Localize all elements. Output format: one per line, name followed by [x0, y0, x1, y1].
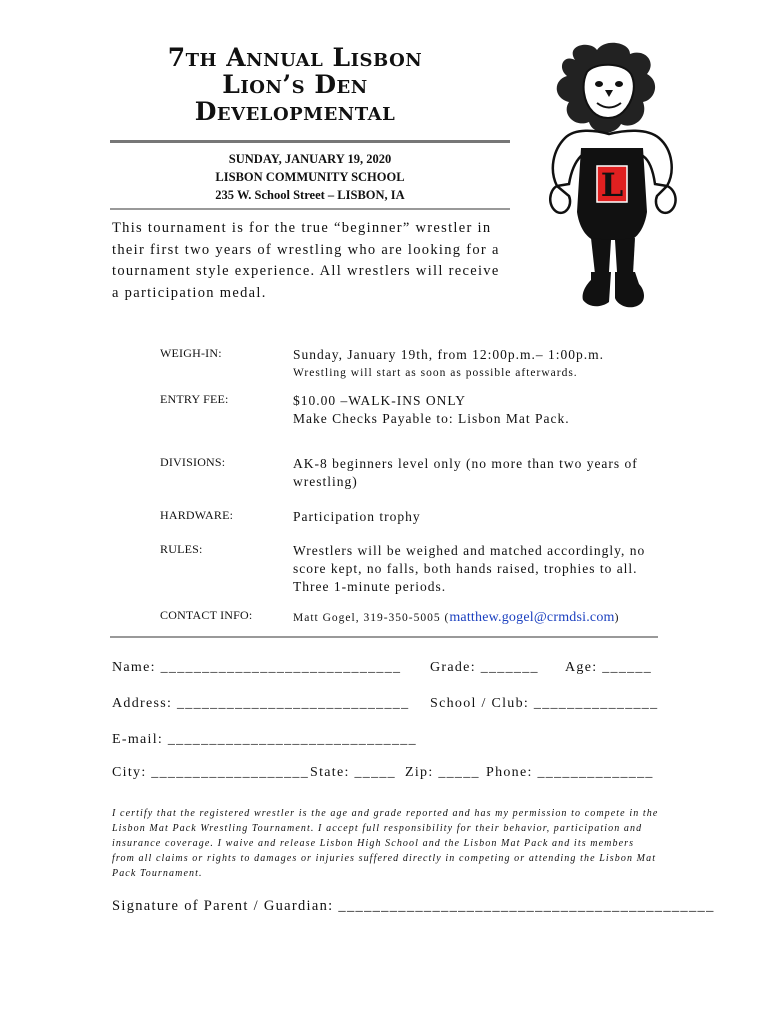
title-line-2: Lion’s Den	[222, 70, 368, 99]
fee-note: Make Checks Payable to: Lisbon Mat Pack.	[293, 411, 570, 426]
email-field[interactable]: E-mail: ______________________________	[112, 732, 417, 747]
rules-value: Wrestlers will be weighed and matched accordingly, no score kept, no falls, both hands raised, trophies to all. Three 1-minute periods.	[293, 543, 646, 594]
lion-wrestler-mascot-icon	[535, 40, 690, 312]
event-info	[110, 150, 510, 204]
hardware-value: Participation trophy	[293, 509, 421, 524]
mascot-letter: L	[600, 166, 624, 204]
info-divider	[110, 208, 510, 210]
tournament-title	[110, 44, 480, 125]
grade-field[interactable]: Grade: _______	[430, 660, 539, 675]
address-field[interactable]: Address: ____________________________	[112, 696, 410, 711]
weighin-label: WEIGH-IN:	[160, 346, 222, 360]
signature-field[interactable]: Signature of Parent / Guardian: ____________________________________________	[112, 898, 715, 914]
title-line-1: 7th Annual Lisbon	[167, 43, 423, 72]
city-field[interactable]: City: ___________________	[112, 765, 310, 780]
event-date: SUNDAY, JANUARY 19, 2020	[228, 152, 392, 166]
certification-statement: I certify that the registered wrestler is the age and grade reported and has my permission to compete in the Lisbon Mat Pack Wrestling Tournament. I accept full responsibility for their behavior, participation and insurance coverage. I waive and release Lisbon High School and the Lisbon Mat Pack and its members from all claims or rights to damages or injuries suffered directly in competing or attending the Lisbon Mat Pack Tournament.	[112, 808, 659, 879]
divisions-value: AK-8 beginners level only (no more than two years of wrestling)	[293, 456, 638, 489]
contact-email-link[interactable]: matthew.gogel@crmdsi.com	[449, 610, 615, 625]
zip-field[interactable]: Zip: _____	[405, 765, 480, 780]
phone-field[interactable]: Phone: ______________	[486, 765, 654, 780]
weighin-value: Sunday, January 19th, from 12:00p.m.– 1:00p.m.	[293, 347, 604, 362]
fee-value: $10.00 –WALK-INS ONLY	[293, 393, 467, 408]
name-field[interactable]: Name: _____________________________	[112, 660, 402, 675]
contact-close: )	[614, 612, 620, 624]
title-line-3: Developmental	[194, 97, 396, 126]
intro-paragraph: This tournament is for the true “beginner” wrestler in their first two years of wrestling who are looking for a tournament style experience. All wrestlers will receive a participation medal.	[112, 220, 500, 301]
school-field[interactable]: School / Club: _______________	[430, 696, 659, 711]
event-address: 235 W. School Street – LISBON, IA	[215, 188, 405, 202]
hardware-label: HARDWARE:	[160, 508, 234, 522]
age-field[interactable]: Age: ______	[565, 660, 653, 675]
contact-name: Matt Gogel, 319-350-5005 (	[293, 612, 450, 624]
rules-label: RULES:	[160, 542, 203, 556]
event-venue: LISBON COMMUNITY SCHOOL	[215, 170, 405, 184]
title-divider	[110, 140, 510, 143]
state-field[interactable]: State: _____	[310, 765, 396, 780]
contact-label: CONTACT INFO:	[160, 608, 253, 622]
form-divider	[110, 636, 658, 638]
weighin-note: Wrestling will start as soon as possible afterwards.	[293, 367, 578, 379]
divisions-label: DIVISIONS:	[160, 455, 226, 469]
fee-label: ENTRY FEE:	[160, 392, 229, 406]
